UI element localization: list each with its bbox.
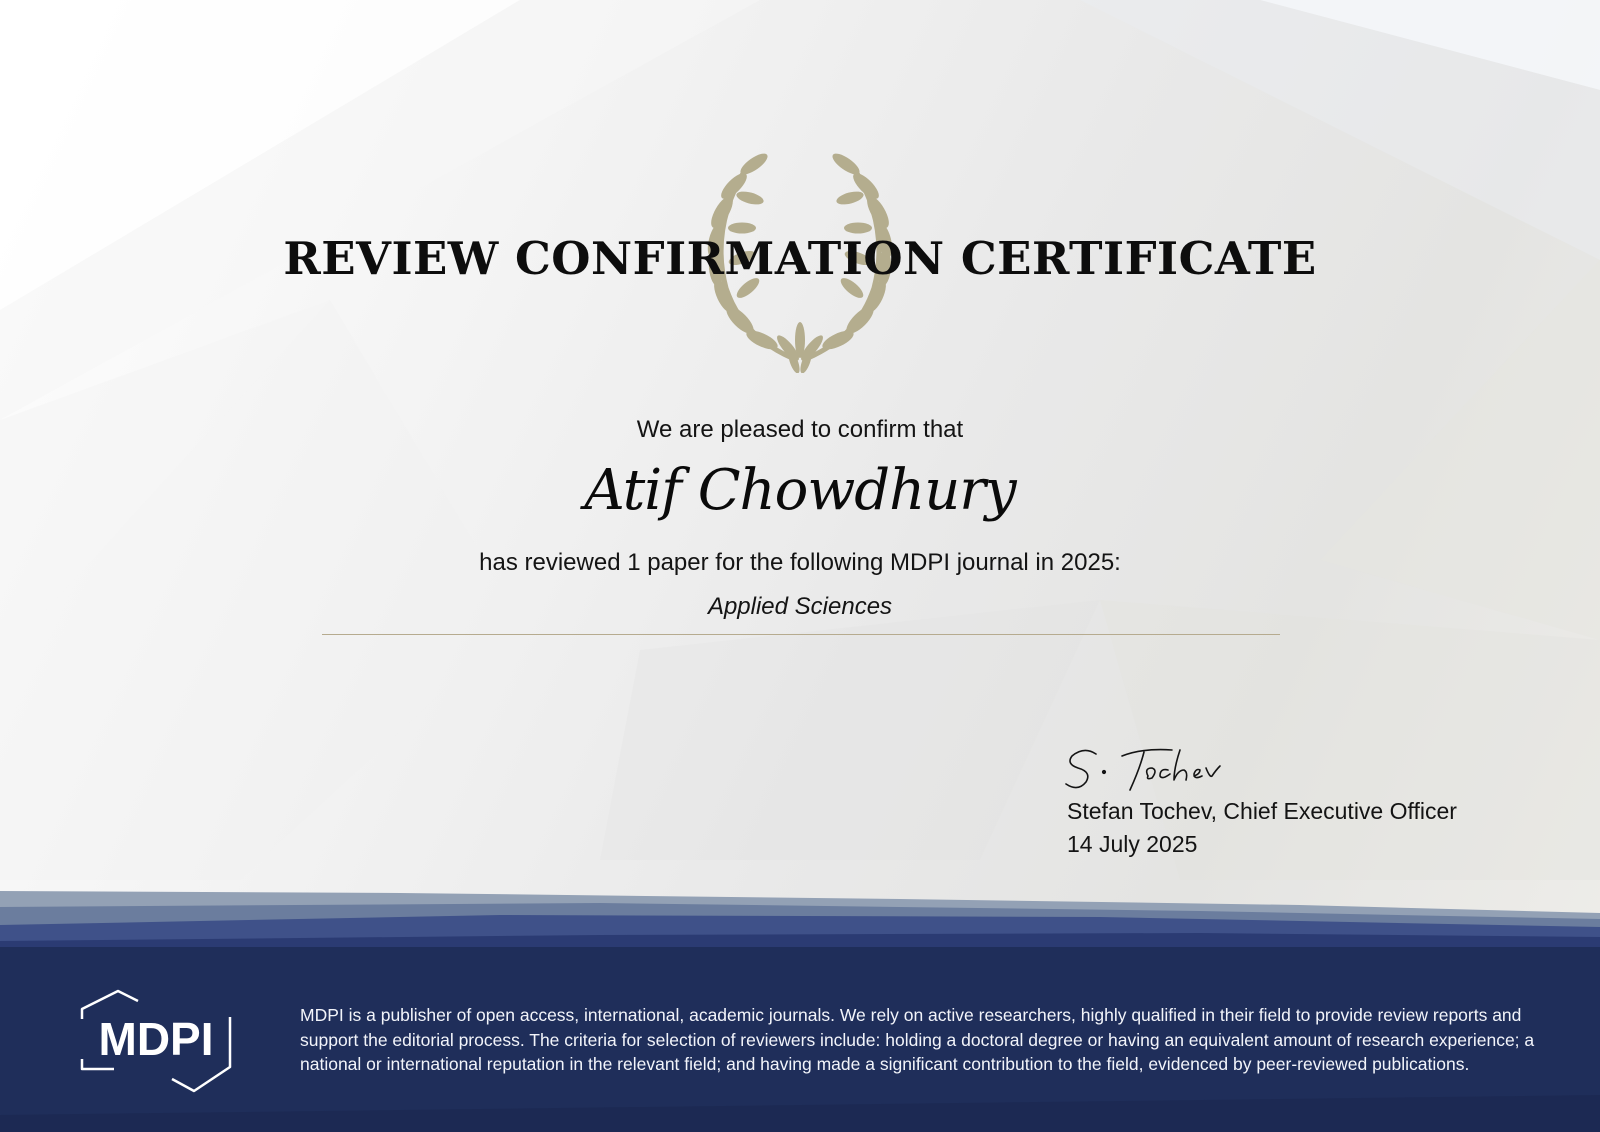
issue-date: 14 July 2025 <box>1067 831 1198 857</box>
signer-block <box>1067 795 1457 861</box>
svg-text:MDPI: MDPI <box>98 1013 214 1065</box>
intro-text: We are pleased to confirm that <box>636 416 964 443</box>
divider-line <box>322 634 1280 635</box>
footer-description: MDPI is a publisher of open access, international, academic journals. We rely on active researchers, highly qualified in their field to provide review reports and support the editorial process. The criteria for selection of reviewers include: holding a doctoral degree or having an equivalent amount of research experience; a national or international reputation in the relevant field; and having made a significant contribution to the field, evidenced by peer-reviewed publications. <box>300 1005 1535 1074</box>
journal-name: Applied Sciences <box>707 593 893 620</box>
reviewed-statement: has reviewed 1 paper for the following MDPI journal in 2025: <box>479 549 1121 576</box>
signature-graphic <box>1064 740 1224 796</box>
mdpi-logo <box>76 989 236 1094</box>
reviewer-name: Atif Chowdhury <box>584 458 1016 523</box>
certificate-title: REVIEW CONFIRMATION CERTIFICATE <box>283 232 1317 285</box>
signer-name: Stefan Tochev, Chief Executive Officer <box>1067 798 1457 824</box>
